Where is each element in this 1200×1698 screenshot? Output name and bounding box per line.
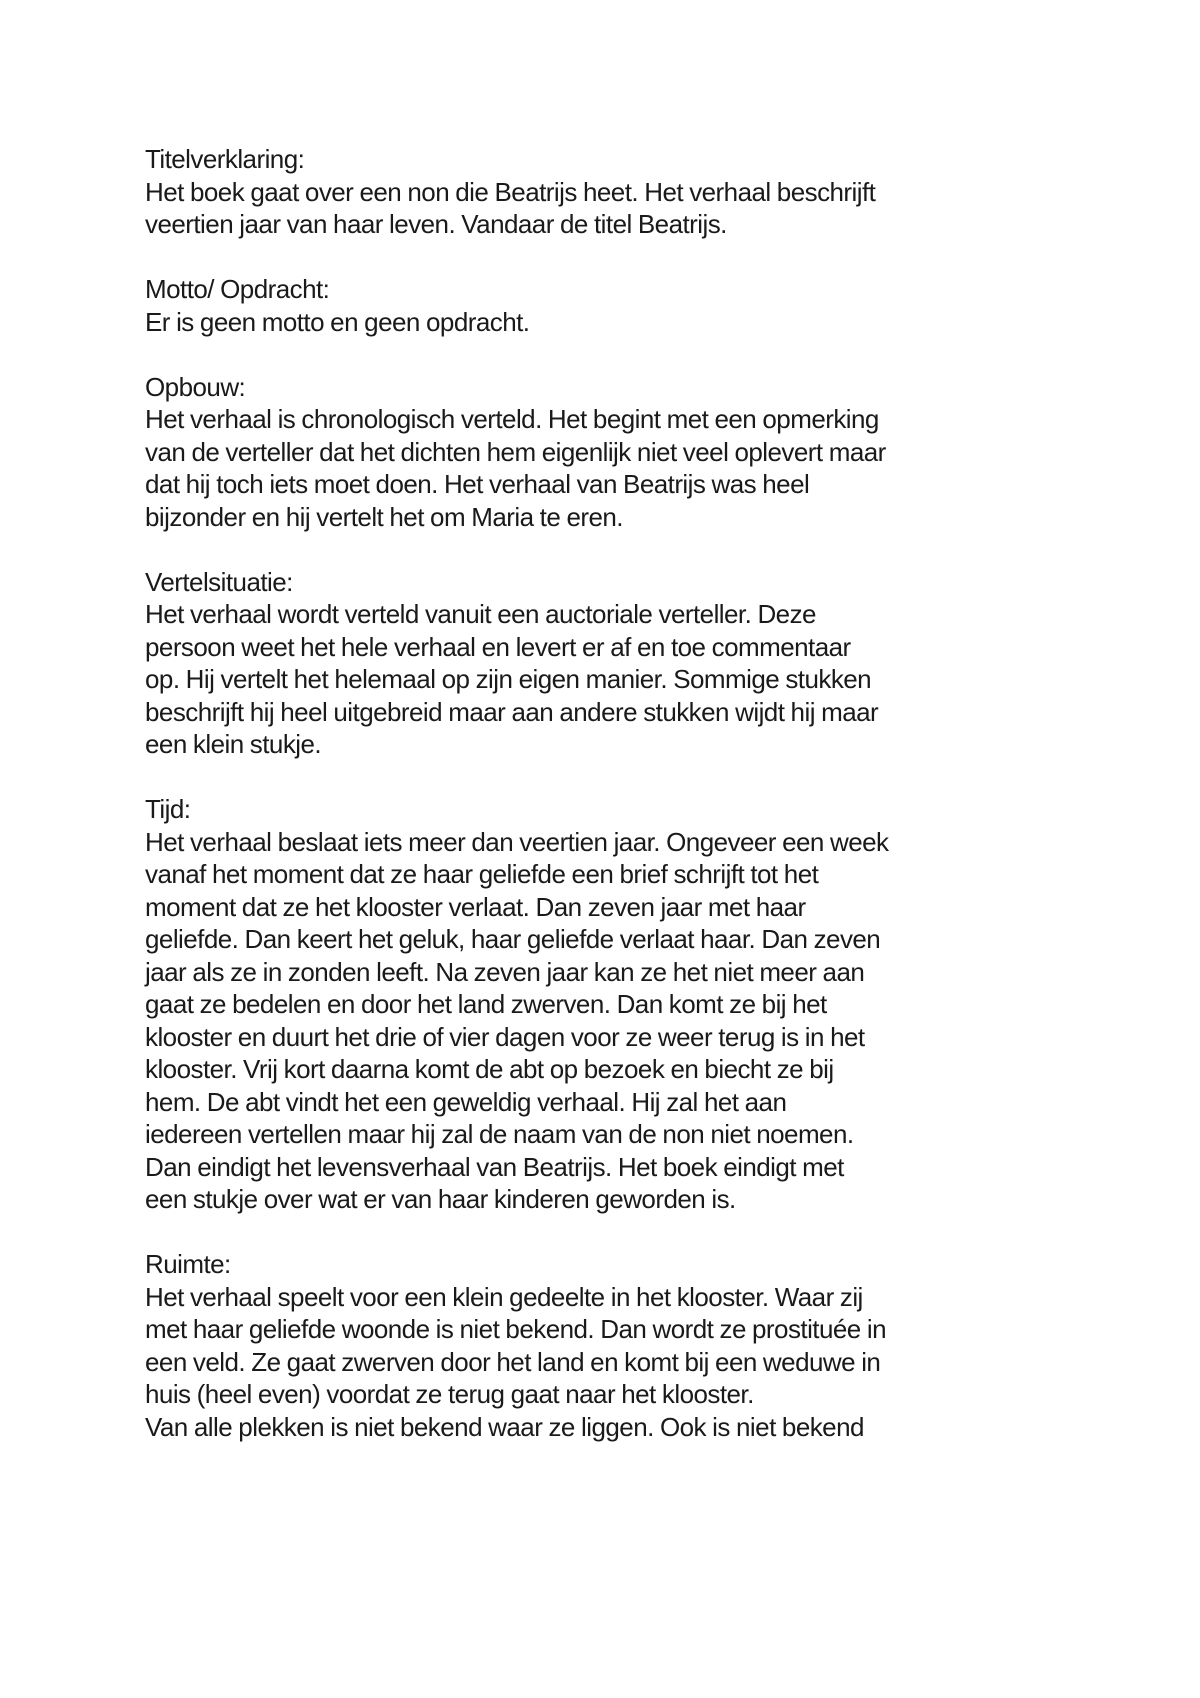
section-motto-opdracht xyxy=(145,273,1105,338)
paragraph-line: huis (heel even) voordat ze terug gaat naar het klooster. xyxy=(145,1379,754,1409)
paragraph-line: Er is geen motto en geen opdracht. xyxy=(145,306,530,337)
paragraph-line: bijzonder en hij vertelt het om Maria te eren. xyxy=(145,501,623,532)
paragraph-line: een stukje over wat er van haar kinderen geworden is. xyxy=(145,1184,736,1214)
section-tijd xyxy=(145,793,1105,1216)
paragraph-line: een veld. Ze gaat zwerven door het land en komt bij een weduwe in xyxy=(145,1346,881,1377)
paragraph-line: op. Hij vertelt het helemaal op zijn eigen manier. Sommige stukken xyxy=(145,664,872,694)
paragraph-line: Dan eindigt het levensverhaal van Beatrijs. Het boek eindigt met xyxy=(145,1151,844,1182)
document-page xyxy=(145,143,1105,1443)
paragraph-line: veertien jaar van haar leven. Vandaar de titel Beatrijs. xyxy=(145,209,727,239)
paragraph-line: klooster. Vrij kort daarna komt de abt op bezoek en biecht ze bij xyxy=(145,1054,834,1084)
paragraph-line: iedereen vertellen maar hij zal de naam van de non niet noemen. xyxy=(145,1119,854,1149)
paragraph-line: Van alle plekken is niet bekend waar ze liggen. Ook is niet bekend xyxy=(145,1411,864,1442)
paragraph-line: Het verhaal wordt verteld vanuit een auctoriale verteller. Deze xyxy=(145,599,816,629)
paragraph-line: jaar als ze in zonden leeft. Na zeven jaar kan ze het niet meer aan xyxy=(145,956,865,987)
paragraph-line: Het verhaal beslaat iets meer dan veertien jaar. Ongeveer een week xyxy=(145,826,889,857)
section-heading: Ruimte: xyxy=(145,1249,231,1279)
section-heading: Motto/ Opdracht: xyxy=(145,274,330,304)
paragraph-line: vanaf het moment dat ze haar geliefde een brief schrijft tot het xyxy=(145,859,819,889)
paragraph-line: van de verteller dat het dichten hem eigenlijk niet veel oplevert maar xyxy=(145,436,886,467)
paragraph-line: gaat ze bedelen en door het land zwerven. Dan komt ze bij het xyxy=(145,989,827,1019)
section-vertelsituatie xyxy=(145,566,1105,761)
section-heading: Tijd: xyxy=(145,794,191,824)
paragraph-line: een klein stukje. xyxy=(145,729,322,759)
paragraph-line: hem. De abt vindt het een geweldig verhaal. Hij zal het aan xyxy=(145,1086,787,1117)
paragraph-line: beschrijft hij heel uitgebreid maar aan andere stukken wijdt hij maar xyxy=(145,696,879,727)
paragraph-line: geliefde. Dan keert het geluk, haar geliefde verlaat haar. Dan zeven xyxy=(145,924,881,954)
paragraph-line: dat hij toch iets moet doen. Het verhaal van Beatrijs was heel xyxy=(145,469,810,499)
paragraph-line: Het verhaal speelt voor een klein gedeelte in het klooster. Waar zij xyxy=(145,1281,863,1312)
paragraph-line: klooster en duurt het drie of vier dagen voor ze weer terug is in het xyxy=(145,1021,865,1052)
paragraph-line: Het verhaal is chronologisch verteld. Het begint met een opmerking xyxy=(145,404,879,434)
paragraph-line: moment dat ze het klooster verlaat. Dan zeven jaar met haar xyxy=(145,891,806,922)
paragraph-line: persoon weet het hele verhaal en levert er af en toe commentaar xyxy=(145,631,851,662)
section-heading: Opbouw: xyxy=(145,371,246,402)
paragraph-line: met haar geliefde woonde is niet bekend. Dan wordt ze prostituée in xyxy=(145,1314,887,1344)
section-heading: Vertelsituatie: xyxy=(145,566,293,597)
section-titelverklaring xyxy=(145,143,1105,241)
section-ruimte xyxy=(145,1248,1105,1443)
paragraph-line: Het boek gaat over een non die Beatrijs heet. Het verhaal beschrijft xyxy=(145,176,876,207)
section-heading: Titelverklaring: xyxy=(145,144,305,174)
section-opbouw xyxy=(145,371,1105,534)
